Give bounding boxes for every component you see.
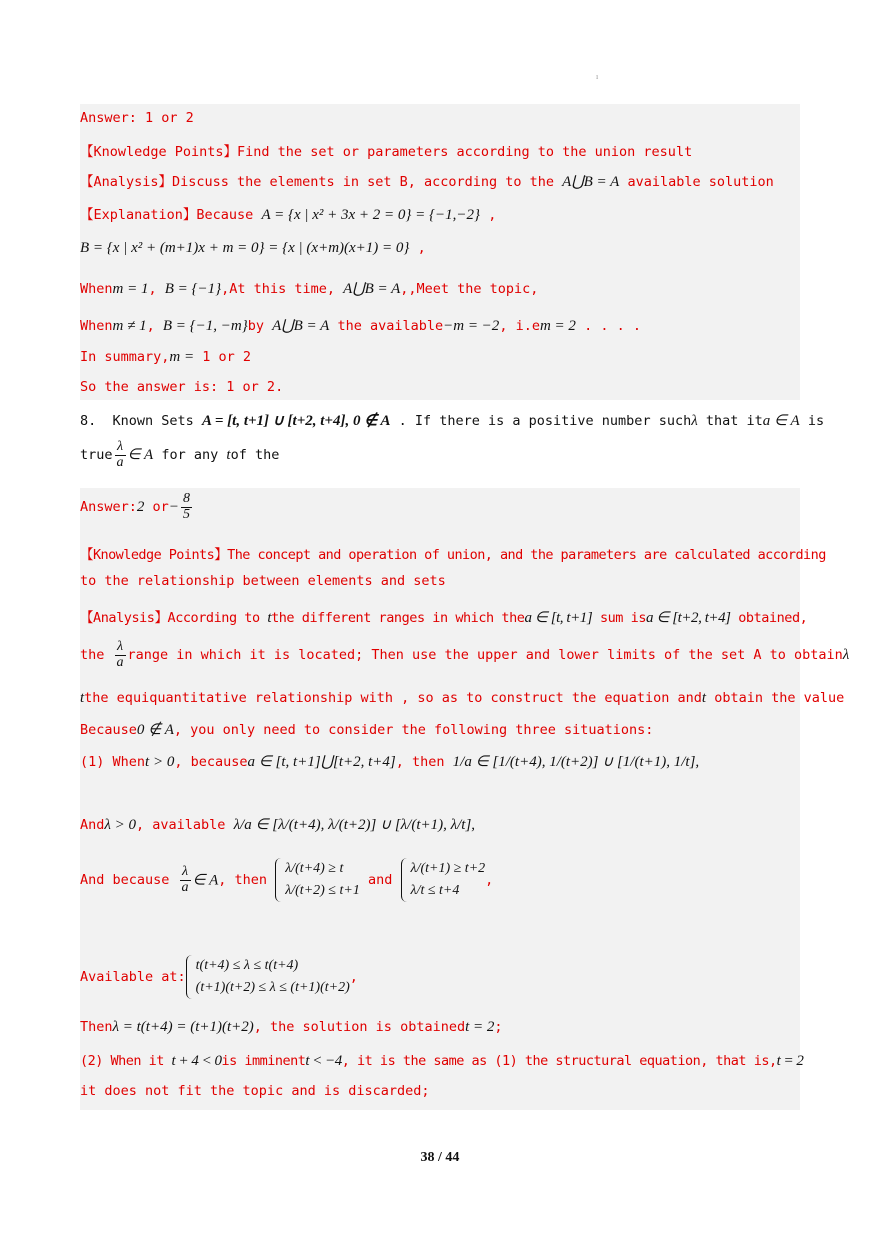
page-mark: ı: [596, 72, 599, 81]
q8-then-text-c: ;: [494, 1019, 503, 1035]
q8-then: [80, 1019, 503, 1036]
q8-answer-fraction: [181, 492, 192, 522]
q7-case2-text-c: by: [247, 318, 264, 334]
q7-analysis-suffix: available solution: [627, 174, 774, 190]
q8-and-because: [80, 858, 493, 928]
q8-avail-row-1: t(t+4) ≤ λ ≤ t(t+4): [195, 958, 299, 973]
q7-case1: [80, 279, 538, 298]
q8-case2: [80, 1053, 803, 1070]
q8-lambda: λ: [691, 413, 698, 429]
q8-avail-system: [186, 955, 350, 999]
q8-if-text: . If there is a positive number such: [398, 413, 692, 429]
q8-system-2: λ/(t+1) ≥ t+2 λ/t ≤ t+4: [401, 858, 486, 902]
q8-c1-range: 1/a ∈ [1/(t+4), 1/(t+2)] ∪ [1/(t+1), 1/t],: [452, 754, 700, 770]
q8-analysis-1: [80, 606, 807, 627]
q8-and-text-b: , available: [136, 817, 226, 833]
q8-analysis-2: [80, 640, 849, 670]
q7-case2-math-5: m = 2: [539, 318, 576, 334]
q7-case1-math-3: A⋃B = A: [343, 281, 401, 297]
q8-answer-label: Answer:: [80, 499, 137, 516]
q8-andb-comma: ,: [485, 872, 494, 888]
q7-b-suffix: ,: [417, 240, 426, 256]
q8-then-text-b: , the solution is obtained: [253, 1019, 466, 1035]
page-footer: 38 / 44: [420, 1150, 460, 1165]
q8-andb-text-b: , then: [218, 872, 268, 888]
q8-andb-text-a: And because: [80, 872, 170, 888]
q8-in-A: ∈ A: [127, 447, 154, 464]
q8-c2-text-a: (2) When it: [80, 1053, 164, 1069]
q8-c1-text-c: , then: [395, 754, 445, 770]
q7-analysis-prefix: 【Analysis】Discuss the elements in set B, according to the: [80, 174, 555, 190]
q8-an1-math-2: a ∈ [t+2, t+4]: [646, 610, 731, 626]
q7-case1-math-2: B = {−1}: [164, 281, 222, 297]
q7-summary-value: 1 or 2: [194, 349, 252, 365]
q8-question-line2: [80, 440, 279, 470]
q7-case1-math-1: m = 1: [112, 281, 149, 297]
q7-case1-text-c: ,At this time,: [221, 281, 335, 297]
q7-case2-math-2: B = {−1, −m}: [162, 318, 248, 334]
q8-then-math-1: λ = t(t+4) = (t+1)(t+2): [112, 1019, 254, 1035]
q8-avail-text: Available at:: [80, 969, 186, 985]
q8-known-text: Known Sets: [112, 413, 194, 429]
q8-and-math: λ > 0: [104, 817, 137, 833]
q7-summary: [80, 349, 251, 366]
q8-an2-frac-num: λ: [115, 640, 126, 656]
q7-case2-text-d: the available: [337, 318, 444, 334]
q8-an1-text-d: obtained,: [738, 610, 808, 626]
q7-so-answer: So the answer is: 1 or 2.: [80, 379, 284, 395]
q7-case2-math-3: A⋃B = A: [272, 318, 330, 334]
q8-c2-math-2: t < −4: [305, 1053, 342, 1069]
q8-an2-lambda: λ: [842, 647, 850, 664]
q8-andb-frac-num: λ: [180, 865, 191, 881]
q7-set-b: [80, 240, 426, 257]
q7-case2-text-e: , i.e: [499, 318, 540, 334]
q8-an3-t: t: [80, 690, 85, 706]
q8-c2-math-1: t + 4 < 0: [171, 1053, 222, 1069]
q7-summary-math: m =: [169, 349, 195, 365]
q8-case1: [80, 752, 699, 771]
q8-avail-comma: ,: [349, 969, 358, 985]
q8-is-text: is: [807, 413, 825, 429]
q8-set-math: A = [t, t+1] ∪ [t+2, t+4], 0 ∉ A: [201, 413, 391, 429]
q8-an1-text-b: the different ranges in which the: [271, 610, 525, 626]
q8-system-1: λ/(t+4) ≥ t λ/(t+2) ≤ t+1: [275, 858, 360, 902]
q8-an1-text-c: sum is: [599, 610, 647, 626]
q7-analysis-math: A⋃B = A: [562, 174, 620, 190]
q7-case2-text-a: When: [80, 318, 113, 334]
q7-explanation: [80, 203, 496, 224]
q8-answer-frac-num: 8: [182, 491, 190, 506]
q8-answer-value-1: 2: [136, 499, 145, 516]
q8-that-text: that it: [705, 413, 763, 429]
q8-answer-or: or: [152, 499, 169, 516]
q8-an2-fraction: [115, 640, 126, 670]
q8-c2-text-c: , it is the same as (1) the structural equation, that is,: [341, 1053, 777, 1069]
q7-analysis: [80, 170, 774, 191]
q8-answer: [80, 492, 194, 522]
q8-because-rest: , you only need to consider the following three situations:: [173, 722, 654, 738]
q8-andb-frac-den: a: [181, 879, 189, 895]
q8-frac-num: λ: [115, 440, 126, 456]
q7-knowledge: 【Knowledge Points】Find the set or parameters according to the union result: [80, 144, 693, 160]
q8-knowledge-2: to the relationship between elements and sets: [80, 573, 446, 589]
q7-summary-text: In summary,: [80, 349, 170, 365]
q8-of-the: of the: [230, 447, 280, 464]
q7-expl-suffix: ,: [488, 207, 497, 223]
q8-because: [80, 720, 653, 739]
q8-andb-fraction: [180, 865, 191, 895]
q8-and-range: λ/a ∈ [λ/(t+4), λ/(t+2)] ∪ [λ/(t+1), λ/t],: [233, 817, 476, 833]
q8-an2-text-a: the: [80, 647, 105, 664]
q8-answer-neg: −: [168, 499, 179, 516]
q7-case2: [80, 316, 641, 335]
q7-case1-text-a: When: [80, 281, 113, 297]
q8-answer-frac-den: 5: [182, 506, 190, 522]
q8-an1-text-a: 【Analysis】According to: [80, 610, 260, 626]
q8-c1-text-a: (1) When: [80, 754, 146, 770]
q8-andb-text-c: and: [367, 872, 393, 888]
q8-then-text-a: Then: [80, 1019, 113, 1035]
q8-avail-row-2: (t+1)(t+2) ≤ λ ≤ (t+1)(t+2): [195, 980, 350, 995]
q7-answer: Answer: 1 or 2: [80, 110, 194, 126]
q7-case1-text-d: ,,Meet the topic,: [400, 281, 539, 297]
q8-an1-math-1: a ∈ [t, t+1]: [524, 610, 593, 626]
q8-number: 8.: [80, 413, 97, 429]
q8-andb-in-A: ∈ A: [192, 872, 219, 889]
q8-and: [80, 815, 475, 834]
q8-an2-frac-den: a: [116, 654, 124, 670]
q7-case2-math-4: −m = −2: [443, 318, 500, 334]
q8-case2-end: it does not fit the topic and is discarded;: [80, 1083, 430, 1099]
q7-expl-math: A = {x | x² + 3x + 2 = 0} = {−1,−2}: [261, 207, 481, 223]
q8-c1-math-1: t > 0: [145, 754, 175, 770]
q7-expl-prefix: 【Explanation】Because: [80, 207, 254, 223]
q8-an3-text-b: obtain the value: [706, 690, 845, 706]
q7-case2-math-1: m ≠ 1: [112, 318, 147, 334]
q8-t-var: t: [226, 447, 231, 464]
q7-case2-text-b: ,: [146, 318, 155, 334]
q8-an1-t: t: [267, 610, 272, 626]
q8-frac-den: a: [116, 454, 124, 470]
q8-an2-text-b: range in which it is located; Then use the upper and lower limits of the set A to obtain: [127, 647, 843, 664]
q8-c1-text-b: , because: [174, 754, 248, 770]
q8-an3-text-a: the equiquantitative relationship with , so as to construct the equation and: [84, 690, 702, 706]
q8-c1-math-2: a ∈ [t, t+1]⋃[t+2, t+4]: [247, 754, 396, 770]
q8-c2-math-3: t = 2: [776, 1053, 804, 1069]
q8-an3-t2: t: [701, 690, 707, 706]
q8-a-in-A: a ∈ A: [762, 413, 800, 429]
q8-available: [80, 955, 358, 999]
q8-c2-text-b: is imminent: [221, 1053, 306, 1069]
q8-then-math-2: t = 2: [465, 1019, 495, 1035]
q8-for-any: for any: [161, 447, 219, 464]
q8-analysis-3: [80, 690, 844, 707]
q7-case1-text-b: ,: [148, 281, 157, 297]
q8-and-text-a: And: [80, 817, 105, 833]
q7-case2-text-f: . . . .: [584, 318, 641, 334]
q8-because-math: 0 ∉ A: [136, 722, 174, 738]
q8-knowledge-1: 【Knowledge Points】The concept and operation of union, and the parameters are calculated according: [80, 547, 826, 563]
q8-true-text: true: [80, 447, 113, 464]
q8-fraction: [115, 440, 126, 470]
q7-b-math: B = {x | x² + (m+1)x + m = 0} = {x | (x+m)(x+1) = 0}: [80, 240, 410, 256]
q8-because-text: Because: [80, 722, 137, 738]
q8-question-line1: [80, 411, 824, 430]
